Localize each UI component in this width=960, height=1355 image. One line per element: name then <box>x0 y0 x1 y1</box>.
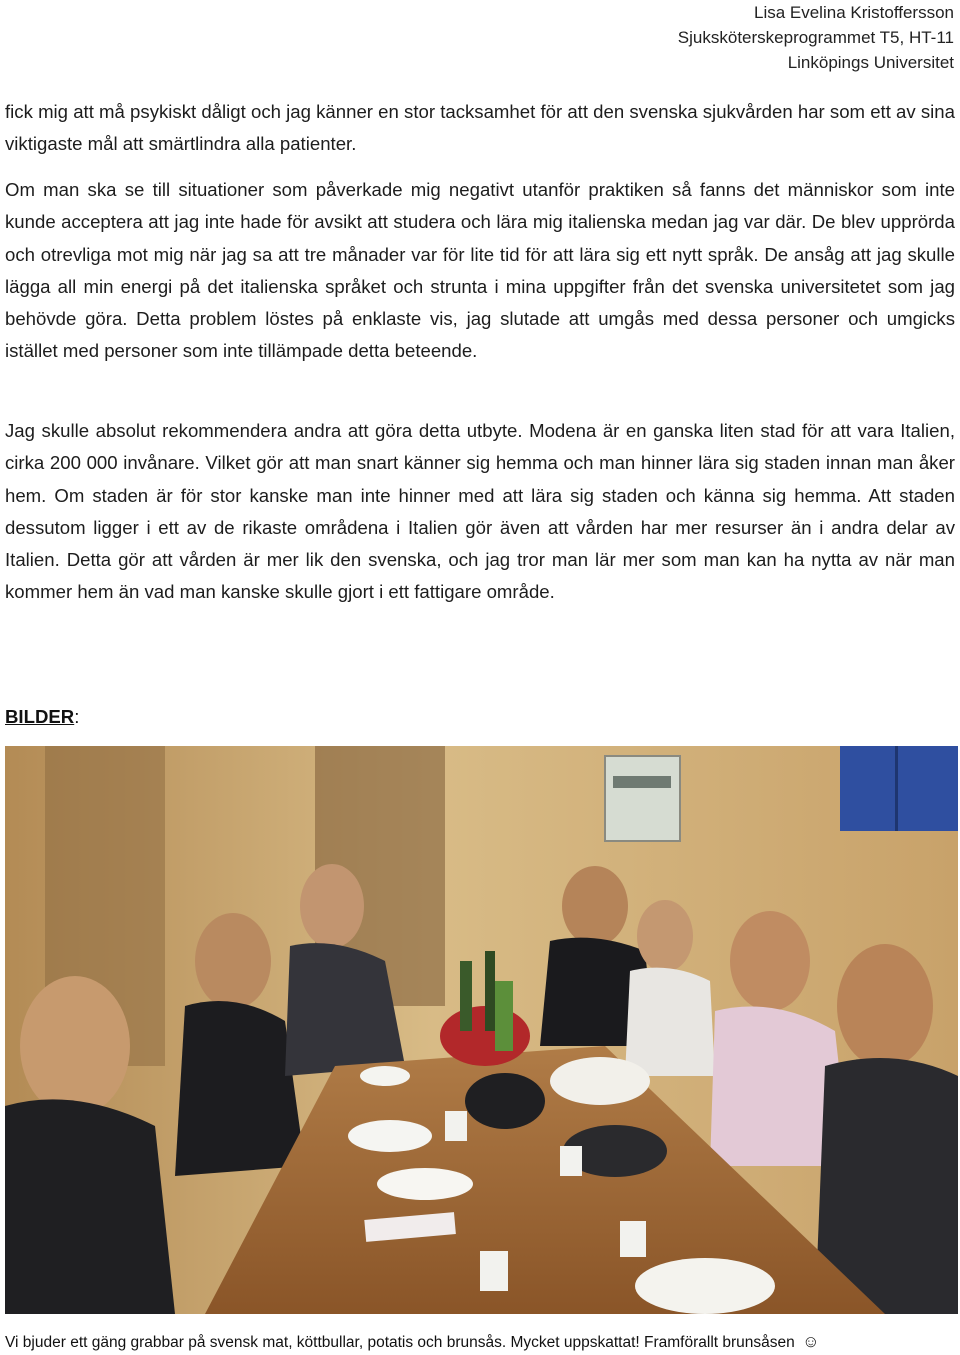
author-name: Lisa Evelina Kristoffersson <box>753 3 954 22</box>
paragraph-1 <box>5 96 955 161</box>
paragraph-3 <box>5 415 955 609</box>
paragraph-3-text: Jag skulle absolut rekommendera andra att göra detta utbyte. Modena är en ganska liten stad för att vara Italien, cirka 200 000 invånare. Vilket gör att man snart känner sig hemma och man hinner lära sig staden innan man åker hem. Om staden är för stor kanske man inte hinner med att lära sig staden och känna sig hemma. Att staden dessutom ligger i ett av de rikaste områdena i Italien gör även att vården har mer resurser än i andra delar av Italien. Detta gör att vården är mer lik den svenska, och jag tror man lär mer som man kan ha nytta av när man kommer hem än vad man kanske skulle gjort i ett fattigare område. <box>5 420 955 603</box>
paragraph-1-text: fick mig att må psykiskt dåligt och jag känner en stor tacksamhet för att den svenska sjukvården har som ett av sina viktigaste mål att smärtlindra alla patienter. <box>5 101 955 155</box>
photo-caption <box>5 1330 819 1355</box>
caption-text: Vi bjuder ett gäng grabbar på svensk mat, köttbullar, potatis och brunsås. Mycket uppskattat! Framförallt brunsåsen <box>5 1334 795 1351</box>
section-heading-text: BILDER <box>5 706 75 727</box>
photo-group-dinner-icon <box>5 746 958 1314</box>
section-heading-colon: : <box>74 706 80 727</box>
section-heading <box>5 701 79 733</box>
smiley-icon: ☺ <box>802 1332 820 1351</box>
paragraph-2 <box>5 174 955 368</box>
group-dinner-photo <box>5 746 958 1314</box>
program-name: Sjuksköterskeprogrammet T5, HT-11 <box>677 28 954 47</box>
page-header <box>678 0 954 75</box>
university-name: Linköpings Universitet <box>787 53 954 72</box>
paragraph-2-text: Om man ska se till situationer som påverkade mig negativt utanför praktiken så fanns det människor som inte kunde acceptera att jag inte hade för avsikt att studera och lära mig italienska medan jag var där. De blev upprörda och otrevliga mot mig när jag sa att tre månader var för lite tid för att lära sig ett nytt språk. De ansåg att jag skulle lägga all min energi på det italienska språket och strunta i mina uppgifter från det svenska universitetet som jag behövde göra. Detta problem löstes på enklaste vis, jag slutade att umgås med dessa personer och umgicks istället med personer som inte tillämpade detta beteende. <box>5 179 955 362</box>
